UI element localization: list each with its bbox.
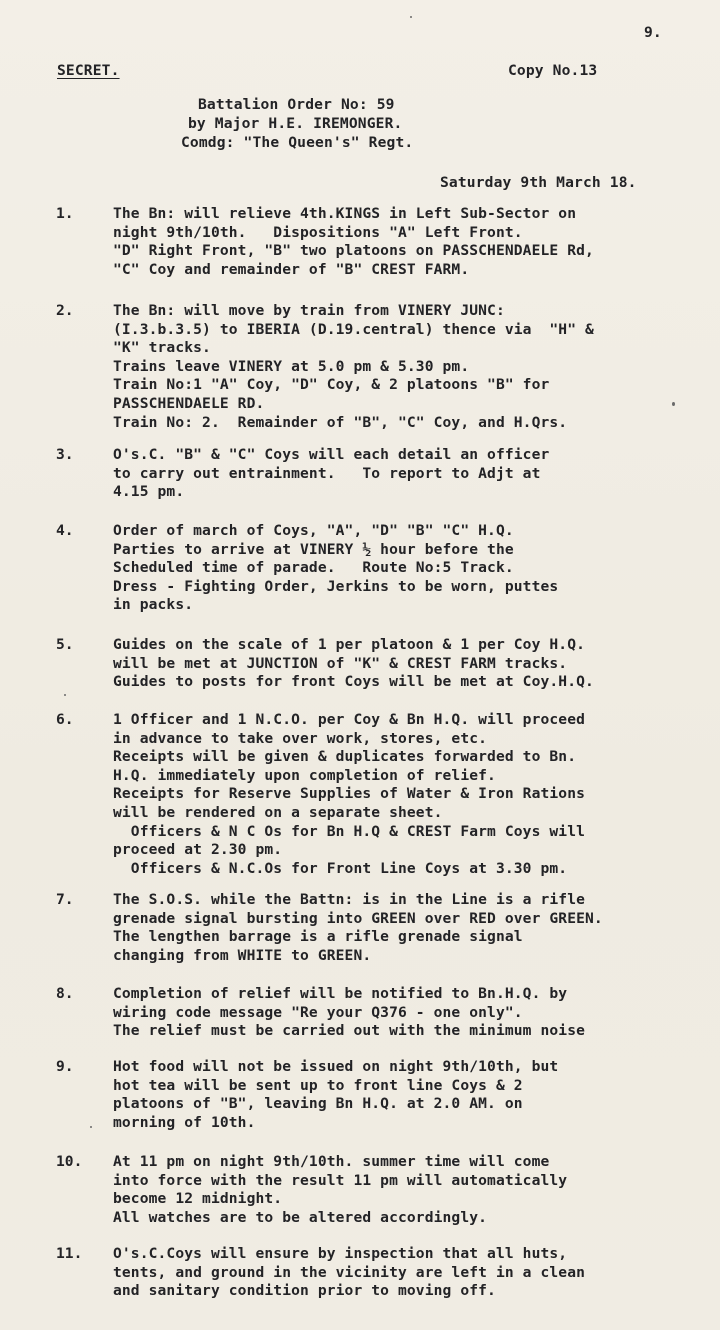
- item-text: [113, 891, 603, 965]
- item-line: become 12 midnight.: [113, 1190, 283, 1208]
- item-line: hot tea will be sent up to front line Coys & 2: [113, 1076, 523, 1094]
- item-line: (I.3.b.3.5) to IBERIA (D.19.central) thence via "H" &: [113, 320, 594, 338]
- item-number: 8.: [56, 985, 74, 1002]
- item-line: "D" Right Front, "B" two platoons on PASSCHENDAELE Rd,: [113, 242, 594, 260]
- item-line: will be met at JUNCTION of "K" & CREST FARM tracks.: [113, 654, 568, 672]
- item-line: night 9th/10th. Dispositions "A" Left Front.: [113, 223, 523, 241]
- paper-speck: [410, 16, 412, 18]
- item-text: [113, 1245, 585, 1301]
- item-line: Officers & N.C.Os for Front Line Coys at 3.30 pm.: [113, 859, 568, 877]
- item-line: The lengthen barrage is a rifle grenade signal: [113, 928, 523, 946]
- item-number: 1.: [56, 205, 74, 222]
- paper-speck: [672, 402, 675, 406]
- item-number: 5.: [56, 636, 74, 653]
- item-line: to carry out entrainment. To report to Adjt at: [113, 464, 541, 482]
- item-line: Guides on the scale of 1 per platoon & 1 per Coy H.Q.: [113, 636, 586, 653]
- item-line: Receipts will be given & duplicates forwarded to Bn.: [113, 748, 577, 766]
- item-line: wiring code message "Re your Q376 - one only".: [113, 1003, 523, 1021]
- item-line: Train No:1 "A" Coy, "D" Coy, & 2 platoons "B" for: [113, 376, 550, 394]
- item-line: Scheduled time of parade. Route No:5 Track.: [113, 559, 514, 577]
- item-line: The Bn: will relieve 4th.KINGS in Left Sub-Sector on: [113, 205, 577, 222]
- item-line: in packs.: [113, 596, 194, 614]
- order-title: Battalion Order No: 59: [198, 96, 395, 113]
- item-line: PASSCHENDAELE RD.: [113, 394, 265, 412]
- item-number: 7.: [56, 891, 74, 908]
- item-line: Guides to posts for front Coys will be met at Coy.H.Q.: [113, 673, 594, 691]
- paper-speck: [90, 1126, 92, 1128]
- item-line: O's.C.Coys will ensure by inspection that all huts,: [113, 1245, 568, 1262]
- item-line: Officers & N C Os for Bn H.Q & CREST Farm Coys will: [113, 822, 586, 840]
- classification-label: SECRET.: [57, 62, 120, 79]
- order-date: Saturday 9th March 18.: [440, 174, 637, 191]
- item-number: 3.: [56, 446, 74, 463]
- item-line: Hot food will not be issued on night 9th/10th, but: [113, 1058, 559, 1075]
- item-line: 4.15 pm.: [113, 483, 185, 501]
- item-number: 2.: [56, 302, 74, 319]
- item-line: 1 Officer and 1 N.C.O. per Coy & Bn H.Q. will proceed: [113, 711, 586, 728]
- item-line: H.Q. immediately upon completion of relief.: [113, 766, 496, 784]
- item-line: The Bn: will move by train from VINERY JUNC:: [113, 302, 505, 319]
- item-line: At 11 pm on night 9th/10th. summer time will come: [113, 1153, 550, 1170]
- item-line: Receipts for Reserve Supplies of Water & Iron Rations: [113, 785, 586, 803]
- item-line: Completion of relief will be notified to Bn.H.Q. by: [113, 985, 568, 1002]
- item-line: and sanitary condition prior to moving off.: [113, 1282, 496, 1300]
- item-line: Train No: 2. Remainder of "B", "C" Coy, and H.Qrs.: [113, 413, 568, 431]
- copy-number: Copy No.13: [508, 62, 598, 79]
- item-number: 9.: [56, 1058, 74, 1075]
- item-line: proceed at 2.30 pm.: [113, 841, 283, 859]
- item-line: Order of march of Coys, "A", "D" "B" "C" H.Q.: [113, 522, 514, 539]
- item-text: [113, 985, 585, 1041]
- item-text: [113, 446, 549, 502]
- item-number: 11.: [56, 1245, 83, 1262]
- item-line: The S.O.S. while the Battn: is in the Line is a rifle: [113, 891, 586, 908]
- item-line: morning of 10th.: [113, 1113, 256, 1131]
- item-line: Trains leave VINERY at 5.0 pm & 5.30 pm.: [113, 357, 470, 375]
- item-number: 4.: [56, 522, 74, 539]
- item-line: Parties to arrive at VINERY ½ hour before the: [113, 540, 514, 558]
- item-text: [113, 522, 558, 615]
- page-number: 9.: [644, 24, 662, 41]
- item-line: "C" Coy and remainder of "B" CREST FARM.: [113, 260, 470, 278]
- order-author: by Major H.E. IREMONGER.: [188, 115, 403, 132]
- item-line: platoons of "B", leaving Bn H.Q. at 2.0 AM. on: [113, 1095, 523, 1113]
- item-line: changing from WHITE to GREEN.: [113, 946, 372, 964]
- paper-speck: [64, 694, 66, 696]
- item-line: in advance to take over work, stores, etc.: [113, 729, 488, 747]
- item-line: grenade signal bursting into GREEN over RED over GREEN.: [113, 909, 603, 927]
- item-line: O's.C. "B" & "C" Coys will each detail an officer: [113, 446, 550, 463]
- item-line: into force with the result 11 pm will automatically: [113, 1171, 568, 1189]
- item-line: All watches are to be altered accordingly.: [113, 1208, 488, 1226]
- item-text: [113, 711, 585, 878]
- item-line: "K" tracks.: [113, 339, 211, 357]
- item-line: Dress - Fighting Order, Jerkins to be worn, puttes: [113, 577, 559, 595]
- item-number: 6.: [56, 711, 74, 728]
- item-line: will be rendered on a separate sheet.: [113, 803, 443, 821]
- item-text: [113, 1153, 567, 1227]
- item-text: [113, 205, 594, 279]
- order-command: Comdg: "The Queen's" Regt.: [181, 134, 414, 151]
- item-number: 10.: [56, 1153, 83, 1170]
- item-text: [113, 1058, 558, 1132]
- item-line: tents, and ground in the vicinity are left in a clean: [113, 1263, 586, 1281]
- item-text: [113, 636, 594, 692]
- item-line: The relief must be carried out with the minimum noise: [113, 1022, 586, 1040]
- item-text: [113, 302, 594, 432]
